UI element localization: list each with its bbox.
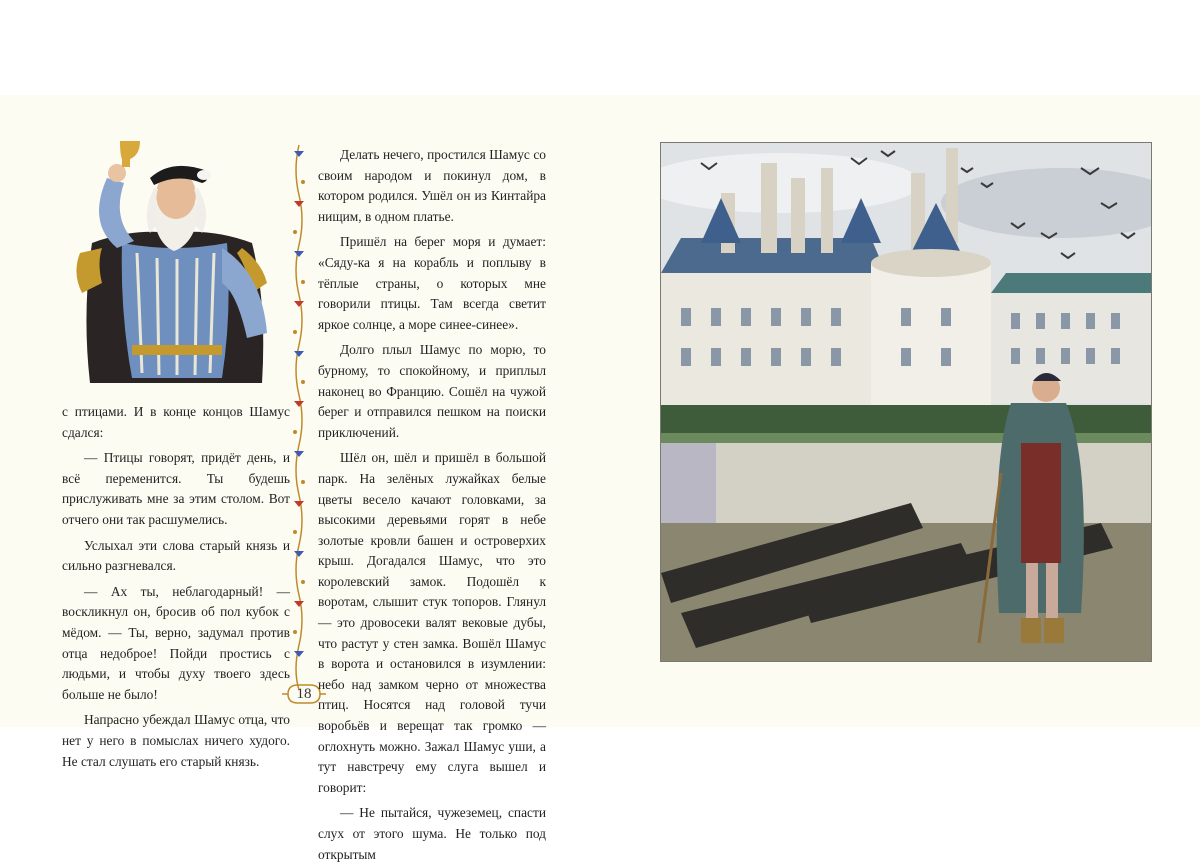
middle-paragraph-4: Шёл он, шёл и пришёл в большой парк. На зелёных лужайках белые цветы весело качают головками, за высокими деревьями горят в небе золотые кровли башен и островерхих крыш. Догадался Шамус, что это королевский замок. Подошёл к воротам, слышит стук топоров. Глянул — это дровосеки валят вековые дубы, что растут у стен замка. Вошёл Шамус в ворота и остановился в изумлении: небо над замком черно от множества птиц. Носятся над головой тучи воробьёв и верещат так громко — оглохнуть можно. Зажал Шамус уши, а тут навстречу ему слуга вышел и говорит:	[318, 450, 546, 795]
left-paragraph-4: — Ах ты, неблагодарный! — воскликнул он, бросив об пол кубок с мёдом. — Ты, верно, задумал против отца недоброе! Пойди простись с людьми, и чтобы духу твоего здесь больше не было!	[62, 583, 290, 702]
prince-portrait-illustration	[62, 133, 282, 383]
left-paragraph-5: Напрасно убеждал Шамус отца, что нет у него в помыслах ничего худого. Не стал слушать его старый князь.	[62, 712, 290, 769]
page-number-label: 18	[296, 686, 312, 702]
middle-paragraph-2: Пришёл на берег моря и думает: «Сяду-ка я на корабль и поплыву в тёплые страны, о которых мне говорили птицы. Там всегда светит яркое солнце, а море синее-синее».	[318, 234, 546, 332]
middle-text-column	[318, 145, 546, 865]
middle-paragraph-3: Долго плыл Шамус по морю, то бурному, то спокойному, и приплыл наконец во Францию. Сошёл на чужой берег и отправился пешком на поиски приключений.	[318, 342, 546, 440]
decorative-vine-border	[289, 145, 309, 690]
castle-illustration	[660, 142, 1152, 662]
left-paragraph-3: Услыхал эти слова старый князь и сильно разгневался.	[62, 537, 290, 574]
left-paragraph-1: с птицами. И в конце концов Шамус сдался:	[62, 404, 290, 440]
book-spread	[0, 95, 1200, 862]
middle-paragraph-5: — Не пытайся, чужеземец, спасти слух от этого шума. Не только под открытым	[318, 805, 546, 862]
left-paragraph-2: — Птицы говорят, придёт день, и всё переменится. Ты будешь прислуживать мне за этим столом. Вот отчего они так расшумелись.	[62, 450, 290, 527]
left-text-column	[62, 402, 290, 772]
middle-paragraph-1: Делать нечего, простился Шамус со своим народом и покинул дом, в котором родился. Ушёл он из Кинтайра нищим, в одном платье.	[318, 147, 546, 224]
